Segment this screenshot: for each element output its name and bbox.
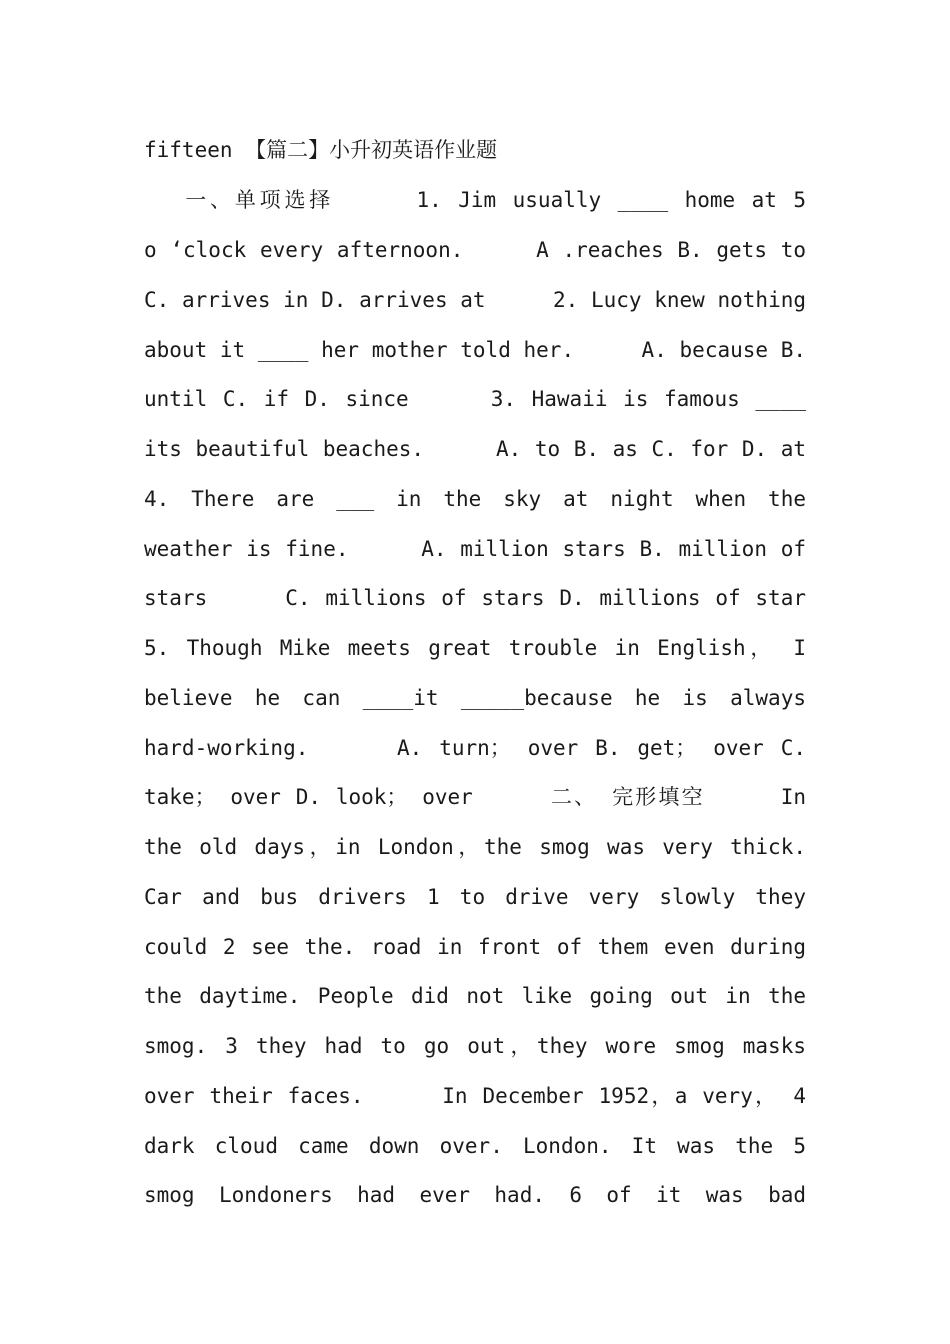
text-line-8: 4. There are ___ in the sky at night when the <box>144 487 806 511</box>
text-line-14: take； over D. look； over 二、 完形填空 In <box>144 785 806 809</box>
text-line-17: could 2 see the. road in front of them even during <box>144 935 806 959</box>
text-line-11: 5. Though Mike meets great trouble in English， I <box>144 636 806 660</box>
text-line-13: hard-working. A. turn； over B. get； over C. <box>144 736 806 760</box>
text-line-6: until C. if D. since 3. Hawaii is famous ____ <box>144 387 806 411</box>
text-line-16: Car and bus drivers 1 to drive very slowly they <box>144 885 806 909</box>
text-line-5: about it ____ her mother told her. A. because B. <box>144 338 806 362</box>
text-line-20: over their faces. In December 1952，a very， 4 <box>144 1084 806 1108</box>
text-line-1: fifteen 【篇二】小升初英语作业题 <box>144 138 498 162</box>
text-line-3: o ‘clock every afternoon. A .reaches B. gets to <box>144 238 806 262</box>
text-line-15: the old days，in London，the smog was very thick. <box>144 835 806 859</box>
text-line-22: smog Londoners had ever had. 6 of it was bad <box>144 1183 806 1207</box>
text-line-12: believe he can ____it _____because he is always <box>144 686 806 710</box>
text-line-19: smog. 3 they had to go out，they wore smog masks <box>144 1034 806 1058</box>
text-line-7: its beautiful beaches. A. to B. as C. for D. at <box>144 437 806 461</box>
text-line-4: C. arrives in D. arrives at 2. Lucy knew nothing <box>144 288 806 312</box>
text-line-21: dark cloud came down over. London. It was the 5 <box>144 1134 806 1158</box>
text-line-9: weather is fine. A. million stars B. million of <box>144 537 806 561</box>
text-line-10: stars C. millions of stars D. millions of star <box>144 586 806 610</box>
text-line-2: 一、单项选择 1. Jim usually ____ home at 5 <box>144 188 806 212</box>
text-line-18: the daytime. People did not like going out in the <box>144 984 806 1008</box>
